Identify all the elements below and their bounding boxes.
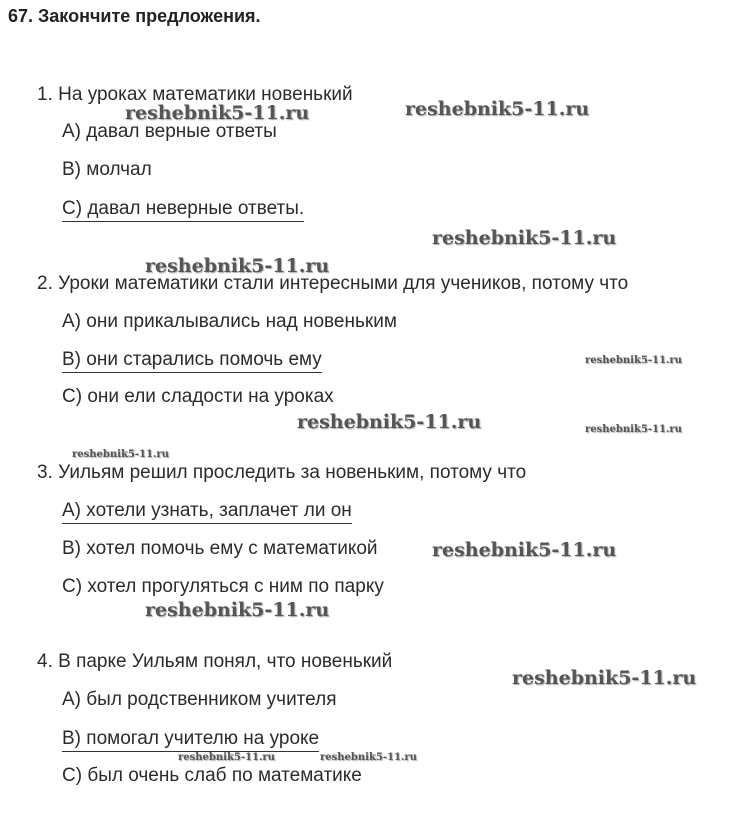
watermark: reshebnik5-11.ru <box>405 98 590 120</box>
option-1a: A) давал верные ответы <box>62 121 277 142</box>
watermark: reshebnik5-11.ru <box>585 355 682 366</box>
watermark: reshebnik5-11.ru <box>145 255 330 277</box>
watermark: reshebnik5-11.ru <box>178 752 275 763</box>
watermark: reshebnik5-11.ru <box>125 102 310 124</box>
option-3a-answer: A) хотели узнать, заплачет ли он <box>62 499 352 524</box>
watermark: reshebnik5-11.ru <box>145 599 330 621</box>
watermark: reshebnik5-11.ru <box>297 411 482 433</box>
option-2a: A) они прикалывались над новеньким <box>62 311 397 332</box>
question-3: 3. Уильям решил проследить за новеньким, потому что <box>37 462 527 483</box>
option-3c: C) хотел прогуляться с ним по парку <box>62 576 384 597</box>
watermark: reshebnik5-11.ru <box>512 667 697 689</box>
question-2: 2. Уроки математики стали интересными для учеников, потому что <box>37 273 629 294</box>
question-1: 1. На уроках математики новенький <box>37 84 353 105</box>
option-2c: C) они ели сладости на уроках <box>62 386 334 407</box>
option-4c: C) был очень слаб по математике <box>62 765 362 786</box>
option-4b-answer: B) помогал учителю на уроке <box>62 727 319 752</box>
option-4a: A) был родственником учителя <box>62 689 337 710</box>
watermark: reshebnik5-11.ru <box>432 227 617 249</box>
option-3b: B) хотел помочь ему с математикой <box>62 538 378 559</box>
option-2b-answer: B) они старались помочь ему <box>62 348 322 373</box>
question-4: 4. В парке Уильям понял, что новенький <box>37 651 393 672</box>
watermark: reshebnik5-11.ru <box>432 539 617 561</box>
exercise-title: 67. Закончите предложения. <box>8 6 261 26</box>
option-1b: B) молчал <box>62 159 152 180</box>
watermark: reshebnik5-11.ru <box>72 449 169 460</box>
option-1c-answer: C) давал неверные ответы. <box>62 197 304 222</box>
watermark: reshebnik5-11.ru <box>320 752 417 763</box>
watermark: reshebnik5-11.ru <box>585 424 682 435</box>
